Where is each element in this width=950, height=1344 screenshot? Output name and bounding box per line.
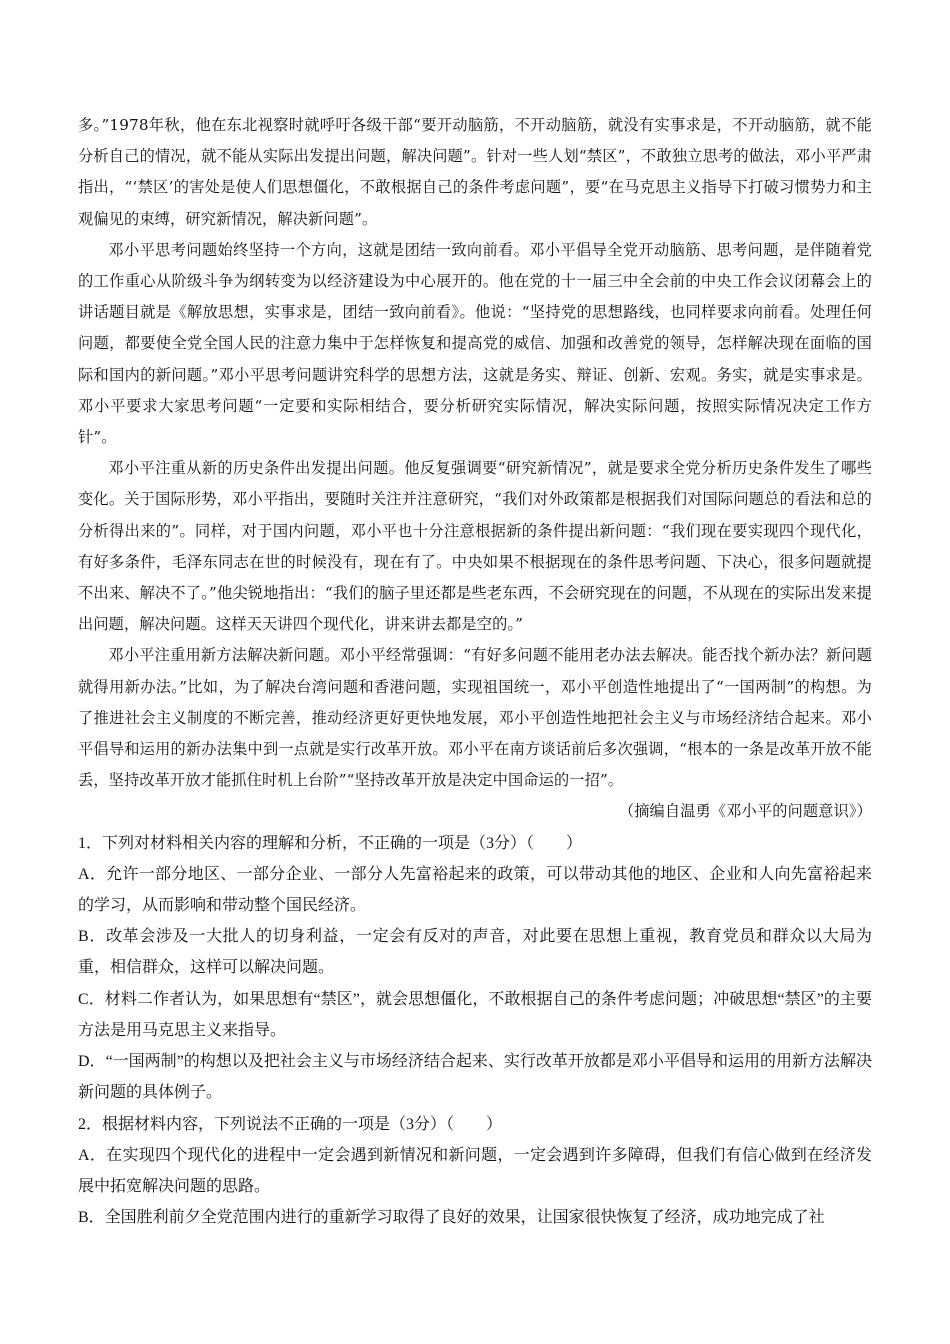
passage-paragraph-2: 邓小平思考问题始终坚持一个方向，这就是团结一致向前看。邓小平倡导全党开动脑筋、思考问题，是伴随着党的工作重心从阶级斗争为纲转变为以经济建设为中心展开的。他在党的十一届三中全会前的中央工作会议闭幕会上的讲话题目就是《解放思想，实事求是，团结一致向前看》。他说：“坚持党的思想路线，也同样要求向前看。处理任何问题，都要使全党全国人民的注意力集中于怎样恢复和提高党的威信、加强和改善党的领导，怎样解决现在面临的国际和国内的新问题。”邓小平思考问题讲究科学的思想方法，这就是务实、辩证、创新、宏观。务实，就是实事求是。邓小平要求大家思考问题“一定要和实际相结合，要分析研究实际情况，解决实际问题，按照实际情况决定工作方针”。 [78,240,872,447]
reading-passage [78,110,872,828]
passage-source: （摘编自温勇《邓小平的问题意识》） [618,802,872,821]
question-stem: 1．下列对材料相关内容的理解和分析，不正确的一项是（3分）（ ） [78,834,583,852]
option-c: C．材料二作者认为，如果思想有“禁区”，就会思想僵化，不敢根据自己的条件考虑问题；冲破思想“禁区”的主要方法是用马克思主义来指导。 [78,990,872,1039]
question-stem: 2．根据材料内容，下列说法不正确的一项是（3分）（ ） [78,1115,503,1133]
passage-paragraph-3: 邓小平注重从新的历史条件出发提出问题。他反复强调要“研究新情况”，就是要求全党分析历史条件发生了哪些变化。关于国际形势，邓小平指出，要随时关注并注意研究，“我们对外政策都是根据我们对国际问题总的看法和总的分析得出来的”。同样，对于国内问题，邓小平也十分注意根据新的条件提出新问题：“我们现在要实现四个现代化，有好多条件，毛泽东同志在世的时候没有，现在有了。中央如果不根据现在的条件思考问题、下决心，很多问题就提不出来、解决不了。”他尖锐地指出：“我们的脑子里还都是些老东西，不会研究现在的问题，不从现在的实际出发来提出问题，解决问题。这样天天讲四个现代化，讲来讲去都是空的。” [78,459,872,634]
option-b: B．全国胜利前夕全党范围内进行的重新学习取得了良好的效果，让国家很快恢复了经济，成功地完成了社 [78,1209,825,1227]
passage-paragraph-4: 邓小平注重用新方法解决新问题。邓小平经常强调：“有好多问题不能用老办法去解决。能否找个新办法？新问题就得用新办法。”比如，为了解决台湾问题和香港问题，实现祖国统一，邓小平创造性地提出了“一国两制”的构想。为了推进社会主义制度的不断完善，推动经济更好更快地发展，邓小平创造性地把社会主义与市场经济结合起来。邓小平倡导和运用的新办法集中到一点就是实行改革开放。邓小平在南方谈话前后多次强调，“根本的一条是改革开放不能丢，坚持改革开放才能抓住时机上台阶”“坚持改革开放是决定中国命运的一招”。 [78,646,872,790]
question-1 [78,828,872,1109]
option-d: D．“一国两制”的构想以及把社会主义与市场经济结合起来、实行改革开放都是邓小平倡导和运用的用新方法解决新问题的具体例子。 [78,1053,872,1102]
exam-page [78,110,872,1233]
passage-paragraph-1: 多。”1978年秋，他在东北视察时就呼吁各级干部“要开动脑筋，不开动脑筋，就没有实事求是，不开动脑筋，就不能分析自己的情况，就不能从实际出发提出问题，解决问题”。针对一些人划“禁区”，不敢独立思考的做法，邓小平严肃指出，“‘禁区’的害处是使人们思想僵化，不敢根据自己的条件考虑问题”，要“在马克思主义指导下打破习惯势力和主观偏见的束缚，研究新情况，解决新问题”。 [78,116,872,228]
option-b: B．改革会涉及一大批人的切身利益，一定会有反对的声音，对此要在思想上重视，教育党员和群众以大局为重，相信群众，这样可以解决问题。 [78,928,872,977]
option-a: A．允许一部分地区、一部分企业、一部分人先富裕起来的政策，可以带动其他的地区、企业和人向先富裕起来的学习，从而影响和带动整个国民经济。 [78,865,872,915]
option-a: A．在实现四个现代化的进程中一定会遇到新情况和新问题，一定会遇到许多障碍，但我们有信心做到在经济发展中拓宽解决问题的思路。 [78,1146,872,1195]
question-2 [78,1109,872,1234]
